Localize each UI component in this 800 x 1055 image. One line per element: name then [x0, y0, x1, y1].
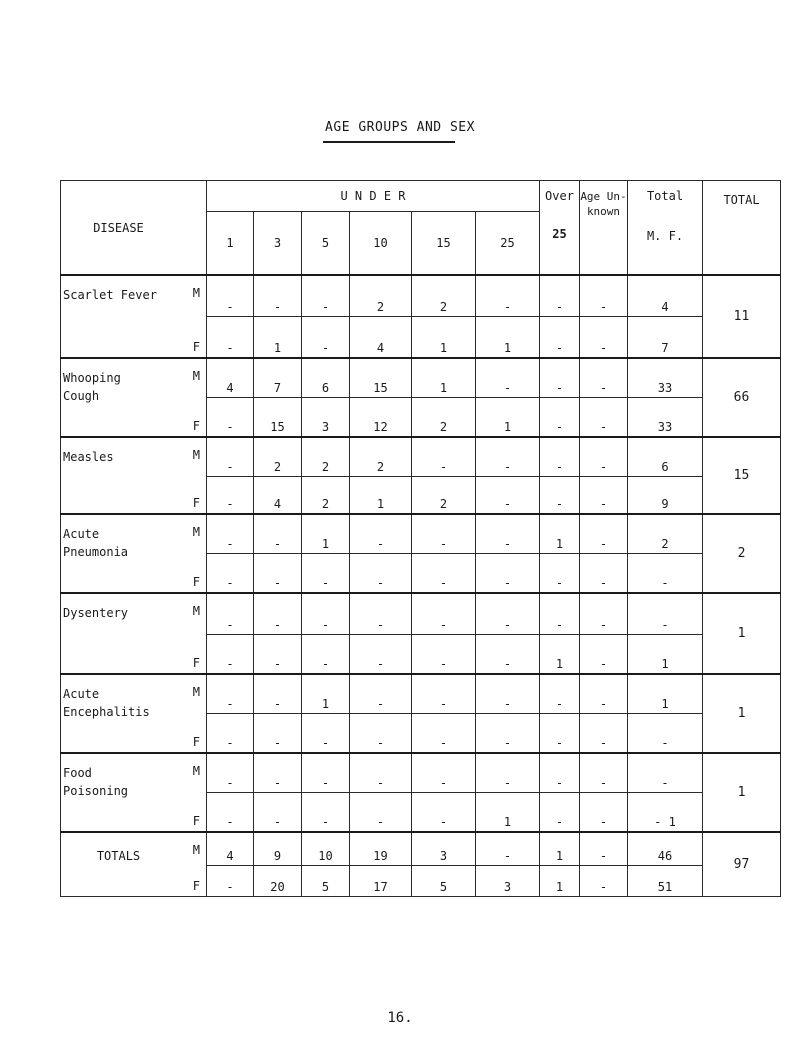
header-total-mf	[628, 181, 703, 276]
value-cell-f: -	[476, 635, 540, 675]
value-cell-m: 6	[302, 358, 350, 398]
header-over-label: Over	[545, 189, 574, 203]
header-age-unknown-label: Age Un- known	[580, 190, 627, 218]
value-cell-m: -	[412, 753, 476, 793]
sex-label-m: M	[192, 604, 200, 618]
value-cell-f: -	[254, 793, 302, 833]
sex-label-f: F	[192, 340, 200, 354]
value-cell-f: -	[580, 398, 628, 438]
value-cell-f: 2	[302, 477, 350, 515]
value-cell-f: -	[350, 554, 412, 594]
disease-name: Acute Pneumonia	[63, 527, 129, 559]
value-cell-f: -	[580, 793, 628, 833]
value-cell-f: -	[412, 714, 476, 754]
value-cell-f: -	[207, 317, 254, 359]
disease-total: 11	[703, 275, 781, 358]
page-number: 16.	[387, 1010, 413, 1026]
disease-name: Acute Encephalitis	[63, 687, 150, 719]
value-cell-m: 1	[302, 674, 350, 714]
table-row-m	[61, 275, 781, 317]
value-cell-f: -	[580, 477, 628, 515]
value-cell-m: 1	[540, 832, 580, 866]
disease-total: 97	[703, 832, 781, 897]
title-underline	[323, 141, 455, 143]
value-cell-f: 1	[476, 317, 540, 359]
value-cell-m: 2	[254, 437, 302, 477]
disease-cell	[61, 674, 207, 753]
table-row-m	[61, 437, 781, 477]
value-cell-m: -	[476, 832, 540, 866]
value-cell-f: -	[476, 477, 540, 515]
value-cell-m: -	[580, 593, 628, 635]
value-cell-m: 4	[207, 832, 254, 866]
table-row-m	[61, 832, 781, 866]
header-age-1: 1	[207, 212, 254, 276]
sex-label-f: F	[192, 575, 200, 589]
value-cell-f: -	[412, 793, 476, 833]
value-cell-f: -	[540, 714, 580, 754]
value-cell-f: -	[302, 635, 350, 675]
value-cell-f: -	[540, 317, 580, 359]
sex-label-f: F	[192, 419, 200, 433]
page-title: AGE GROUPS AND SEX	[325, 120, 475, 135]
sex-label-f: F	[192, 496, 200, 510]
value-cell-f: -	[302, 714, 350, 754]
disease-cell	[61, 437, 207, 514]
value-cell-m: -	[580, 753, 628, 793]
value-cell-f: -	[302, 317, 350, 359]
value-cell-m: 4	[628, 275, 703, 317]
value-cell-m: -	[207, 514, 254, 554]
value-cell-f: -	[476, 714, 540, 754]
value-cell-m: -	[540, 753, 580, 793]
value-cell-f: -	[540, 793, 580, 833]
value-cell-m: 15	[350, 358, 412, 398]
value-cell-m: -	[540, 275, 580, 317]
value-cell-m: -	[580, 437, 628, 477]
value-cell-f: 15	[254, 398, 302, 438]
value-cell-m: 3	[412, 832, 476, 866]
disease-total: 2	[703, 514, 781, 593]
header-age-25: 25	[476, 212, 540, 276]
disease-cell	[61, 275, 207, 358]
value-cell-m: -	[628, 593, 703, 635]
value-cell-f: -	[207, 477, 254, 515]
disease-total: 15	[703, 437, 781, 514]
disease-total: 66	[703, 358, 781, 437]
age-groups-table	[60, 180, 781, 897]
value-cell-f: -	[254, 554, 302, 594]
sex-label-m: M	[192, 685, 200, 699]
disease-name: TOTALS	[96, 849, 141, 863]
value-cell-m: 1	[540, 514, 580, 554]
header-under: U N D E R	[207, 181, 540, 212]
value-cell-f: -	[628, 554, 703, 594]
value-cell-f: -	[207, 793, 254, 833]
value-cell-f: 1	[540, 635, 580, 675]
value-cell-m: -	[207, 437, 254, 477]
header-over-age: 25	[552, 227, 567, 241]
value-cell-m: -	[476, 275, 540, 317]
disease-name: Scarlet Fever	[63, 288, 157, 302]
value-cell-m: -	[476, 514, 540, 554]
disease-total: 1	[703, 753, 781, 832]
value-cell-f: -	[580, 317, 628, 359]
disease-total: 1	[703, 593, 781, 674]
value-cell-f: 20	[254, 866, 302, 897]
value-cell-m: 1	[412, 358, 476, 398]
value-cell-f: -	[207, 866, 254, 897]
value-cell-f: -	[254, 635, 302, 675]
disease-cell	[61, 593, 207, 674]
value-cell-m: -	[580, 358, 628, 398]
value-cell-f: 3	[302, 398, 350, 438]
value-cell-f: -	[412, 635, 476, 675]
value-cell-m: 33	[628, 358, 703, 398]
disease-cell	[61, 832, 207, 897]
value-cell-f: 9	[628, 477, 703, 515]
value-cell-m: -	[476, 674, 540, 714]
value-cell-m: 2	[350, 437, 412, 477]
value-cell-f: -	[540, 554, 580, 594]
value-cell-m: -	[540, 358, 580, 398]
value-cell-m: -	[302, 753, 350, 793]
value-cell-m: -	[580, 674, 628, 714]
table-row-m	[61, 593, 781, 635]
value-cell-m: 2	[350, 275, 412, 317]
value-cell-m: -	[628, 753, 703, 793]
value-cell-f: 2	[412, 398, 476, 438]
value-cell-f: -	[254, 714, 302, 754]
disease-name: Food Poisoning	[63, 766, 129, 798]
header-total-label: Total	[646, 189, 684, 203]
value-cell-f: 1	[628, 635, 703, 675]
value-cell-f: -	[580, 554, 628, 594]
value-cell-m: 1	[302, 514, 350, 554]
sex-label-m: M	[192, 369, 200, 383]
value-cell-f: 1	[412, 317, 476, 359]
value-cell-m: -	[254, 674, 302, 714]
table-row-m	[61, 674, 781, 714]
value-cell-f: 4	[254, 477, 302, 515]
disease-cell	[61, 753, 207, 832]
sex-label-m: M	[192, 843, 200, 857]
value-cell-m: 4	[207, 358, 254, 398]
value-cell-m: -	[580, 832, 628, 866]
value-cell-m: -	[254, 593, 302, 635]
value-cell-m: -	[540, 593, 580, 635]
sex-label-m: M	[192, 525, 200, 539]
value-cell-m: 10	[302, 832, 350, 866]
value-cell-m: -	[254, 753, 302, 793]
value-cell-f: - 1	[628, 793, 703, 833]
value-cell-m: -	[350, 753, 412, 793]
value-cell-m: 7	[254, 358, 302, 398]
value-cell-m: -	[302, 593, 350, 635]
value-cell-f: 4	[350, 317, 412, 359]
value-cell-m: -	[476, 437, 540, 477]
value-cell-m: 2	[628, 514, 703, 554]
header-age-3: 3	[254, 212, 302, 276]
sex-label-f: F	[192, 735, 200, 749]
value-cell-m: -	[350, 674, 412, 714]
value-cell-f: -	[302, 554, 350, 594]
sex-label-m: M	[192, 764, 200, 778]
value-cell-f: 5	[412, 866, 476, 897]
value-cell-m: 19	[350, 832, 412, 866]
sex-label-f: F	[192, 656, 200, 670]
value-cell-m: -	[540, 437, 580, 477]
value-cell-f: -	[476, 554, 540, 594]
value-cell-m: -	[476, 358, 540, 398]
value-cell-m: -	[476, 593, 540, 635]
value-cell-m: -	[207, 753, 254, 793]
value-cell-f: 17	[350, 866, 412, 897]
value-cell-m: -	[254, 514, 302, 554]
value-cell-f: -	[350, 793, 412, 833]
value-cell-m: -	[412, 674, 476, 714]
value-cell-m: 2	[302, 437, 350, 477]
value-cell-f: -	[207, 635, 254, 675]
value-cell-f: -	[350, 714, 412, 754]
value-cell-f: 1	[476, 398, 540, 438]
value-cell-m: -	[207, 593, 254, 635]
value-cell-f: 1	[540, 866, 580, 897]
value-cell-f: 51	[628, 866, 703, 897]
value-cell-m: 2	[412, 275, 476, 317]
disease-cell	[61, 358, 207, 437]
value-cell-f: -	[580, 714, 628, 754]
value-cell-m: 1	[628, 674, 703, 714]
sex-label-f: F	[192, 879, 200, 893]
value-cell-m: 6	[628, 437, 703, 477]
header-age-unknown	[580, 181, 628, 276]
value-cell-m: -	[412, 514, 476, 554]
value-cell-m: -	[207, 275, 254, 317]
value-cell-f: 7	[628, 317, 703, 359]
table-row-m	[61, 358, 781, 398]
table-row-m	[61, 753, 781, 793]
value-cell-f: -	[628, 714, 703, 754]
value-cell-m: -	[412, 593, 476, 635]
table-row-m	[61, 514, 781, 554]
value-cell-f: 1	[476, 793, 540, 833]
value-cell-m: -	[302, 275, 350, 317]
value-cell-f: -	[540, 398, 580, 438]
value-cell-f: 1	[350, 477, 412, 515]
disease-cell	[61, 514, 207, 593]
value-cell-f: -	[580, 635, 628, 675]
value-cell-m: -	[207, 674, 254, 714]
value-cell-f: -	[207, 714, 254, 754]
disease-name: Whooping Cough	[63, 371, 121, 403]
header-age-5: 5	[302, 212, 350, 276]
value-cell-f: -	[412, 554, 476, 594]
header-total: TOTAL	[703, 181, 781, 276]
value-cell-f: -	[207, 398, 254, 438]
disease-name: Measles	[63, 450, 114, 464]
value-cell-m: -	[540, 674, 580, 714]
value-cell-m: 46	[628, 832, 703, 866]
value-cell-m: -	[412, 437, 476, 477]
value-cell-f: -	[350, 635, 412, 675]
value-cell-f: -	[540, 477, 580, 515]
value-cell-m: 9	[254, 832, 302, 866]
header-age-10: 10	[350, 212, 412, 276]
sex-label-f: F	[192, 814, 200, 828]
disease-name: Dysentery	[63, 606, 129, 620]
value-cell-m: -	[580, 514, 628, 554]
value-cell-f: 2	[412, 477, 476, 515]
value-cell-f: 1	[254, 317, 302, 359]
value-cell-f: -	[302, 793, 350, 833]
header-mf-label: M. F.	[646, 229, 684, 243]
value-cell-f: 3	[476, 866, 540, 897]
value-cell-m: -	[580, 275, 628, 317]
sex-label-m: M	[192, 448, 200, 462]
value-cell-f: 33	[628, 398, 703, 438]
value-cell-f: -	[580, 866, 628, 897]
value-cell-f: 12	[350, 398, 412, 438]
value-cell-f: -	[207, 554, 254, 594]
value-cell-m: -	[254, 275, 302, 317]
value-cell-m: -	[476, 753, 540, 793]
header-age-15: 15	[412, 212, 476, 276]
value-cell-f: 5	[302, 866, 350, 897]
header-disease: DISEASE	[61, 181, 207, 276]
sex-label-m: M	[192, 286, 200, 300]
header-over	[540, 181, 580, 276]
disease-total: 1	[703, 674, 781, 753]
value-cell-m: -	[350, 514, 412, 554]
value-cell-m: -	[350, 593, 412, 635]
